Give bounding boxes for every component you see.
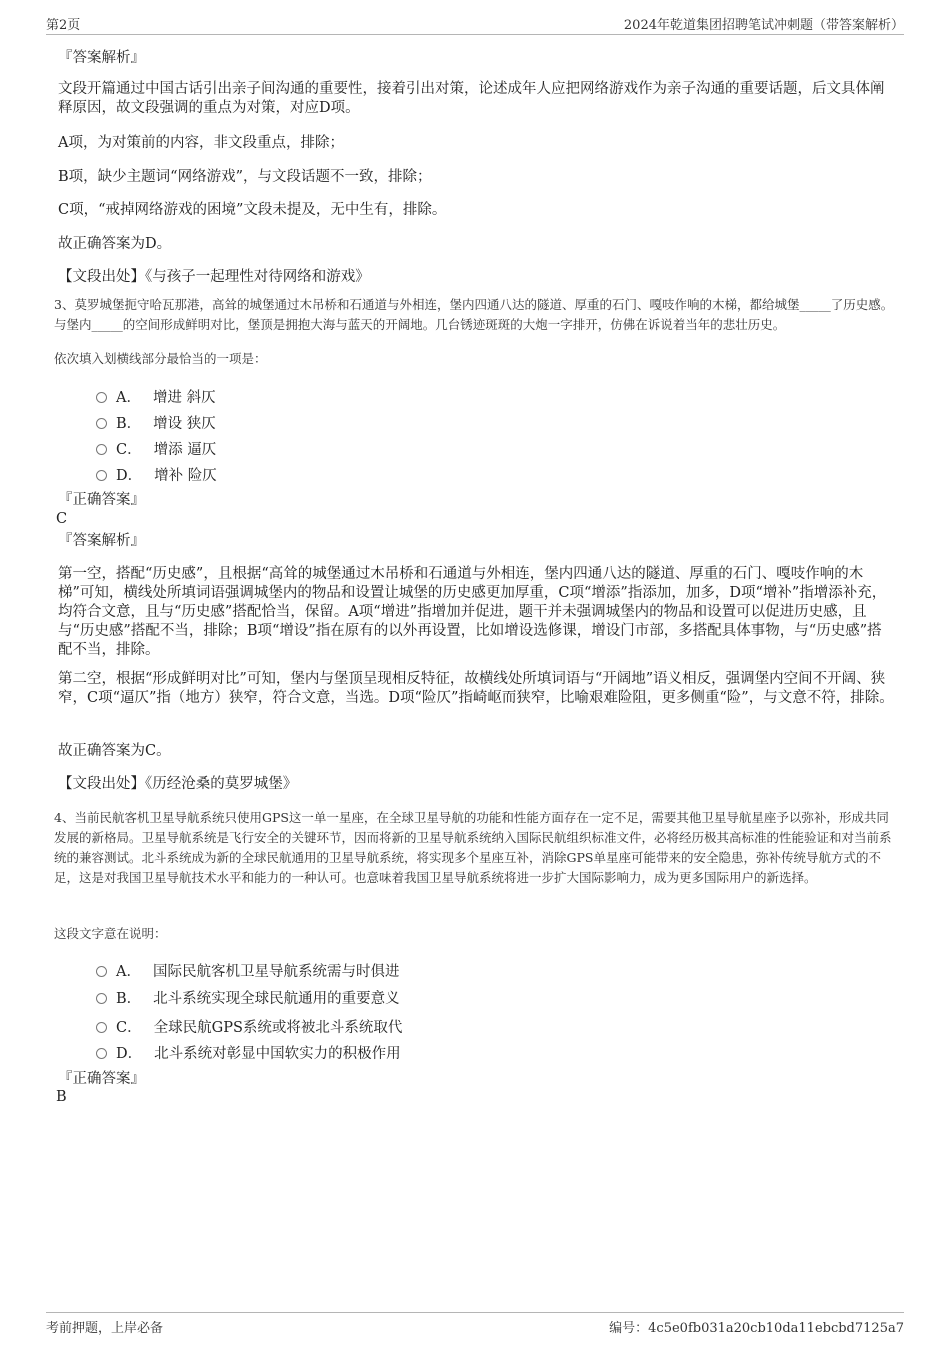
document-title: 2024年乾道集团招聘笔试冲刺题（带答案解析） [623, 18, 904, 33]
analysis-option-b: B项，缺少主题词“网络游戏”，与文段话题不一致，排除； [58, 169, 432, 185]
radio-icon[interactable] [96, 1022, 107, 1033]
radio-icon[interactable] [96, 966, 107, 977]
page-footer [46, 1312, 904, 1336]
analysis-option-a: A项，为对策前的内容，非文段重点，排除； [58, 135, 344, 151]
question-3-option-c[interactable]: C． 增添 逼仄 [96, 438, 216, 459]
radio-icon[interactable] [96, 993, 107, 1004]
analysis-option-c: C项，“戒掉网络游戏的困境”文段未提及，无中生有，排除。 [58, 202, 447, 218]
answer-conclusion: 故正确答案为D。 [58, 236, 172, 252]
footer-slogan: 考前押题，上岸必备 [46, 1321, 164, 1336]
correct-answer-label: 『正确答案』 [58, 1071, 145, 1087]
correct-answer: B [56, 1089, 67, 1105]
question-4-prompt: 这段文字意在说明： [54, 926, 167, 941]
radio-icon[interactable] [96, 470, 107, 481]
text-source: 【文段出处】《历经沧桑的莫罗城堡》 [58, 776, 298, 792]
correct-answer: C [56, 511, 68, 527]
question-4-stem: 4、当前民航客机卫星导航系统只使用GPS这一单一星座，在全球卫星导航的功能和性能方面存在一定不足，需要其他卫星导航星座予以弥补，形成共同发展的新格局。卫星导航系统是飞行安全的关键环节，因而将新的卫星导航系统纳入国际民航组织标准文件，必将经历极其高标准的性能验证和对当前系统的兼容测试。北斗系统成为新的全球民航通用的卫星导航系统，将实现多个星座互补，消除GPS单星座可能带来的安全隐患，弥补传统导航方式的不足，这是对我国卫星导航技术水平和能力的一种认可。也意味着我国卫星导航系统将进一步扩大国际影响力，成为更多国际用户的新选择。 [54, 810, 892, 885]
question-4-option-b[interactable]: B． 北斗系统实现全球民航通用的重要意义 [96, 987, 400, 1008]
radio-icon[interactable] [96, 1048, 107, 1059]
analysis-paragraph: 文段开篇通过中国古话引出亲子间沟通的重要性，接着引出对策，论述成年人应把网络游戏作为亲子沟通的重要话题，后文具体阐释原因，故文段强调的重点为对策，对应D项。 [58, 81, 885, 116]
text-source: 【文段出处】《与孩子一起理性对待网络和游戏》 [58, 269, 370, 285]
correct-answer-label: 『正确答案』 [58, 492, 145, 508]
question-4-option-c[interactable]: C． 全球民航GPS系统或将被北斗系统取代 [96, 1016, 402, 1037]
question-3-stem: 3、莫罗城堡扼守哈瓦那港，高耸的城堡通过木吊桥和石通道与外相连，堡内四通八达的隧道、厚重的石门、嘎吱作响的木梯，都给城堡_____了历史感。与堡内_____的空间形成鲜明对比，堡顶是拥抱大海与蓝天的开阔地。几台锈迹斑斑的大炮一字排开，仿佛在诉说着当年的悲壮历史。 [54, 297, 894, 332]
analysis-paragraph-2: 第二空，根据“形成鲜明对比”可知，堡内与堡顶呈现相反特征，故横线处所填词语与“开阔地”语义相反，强调堡内空间不开阔、狭窄，C项“逼仄”指（地方）狭窄，符合文意，当选。D项“险仄”指崎岖而狭窄，比喻艰难险阻，更多侧重“险”，与文意不符，排除。 [58, 671, 894, 706]
analysis-label: 『答案解析』 [58, 50, 145, 66]
document-code: 编号：4c5e0fb031a20cb10da11ebcbd7125a7 [609, 1321, 904, 1336]
question-3-option-a[interactable]: A． 增进 斜仄 [96, 386, 216, 407]
document-code-value: 4c5e0fb031a20cb10da11ebcbd7125a7 [648, 1321, 904, 1336]
question-4-option-a[interactable]: A． 国际民航客机卫星导航系统需与时俱进 [96, 960, 399, 981]
page-header [46, 14, 904, 35]
analysis-label: 『答案解析』 [58, 533, 145, 549]
analysis-paragraph-1: 第一空，搭配“历史感”，且根据“高耸的城堡通过木吊桥和石通道与外相连，堡内四通八达的隧道、厚重的石门、嘎吱作响的木梯”可知，横线处所填词语强调城堡内的物品和设置让城堡的历史感更加厚重，C项“增添”指添加，加多，D项“增补”指增添补充，均符合文意，且与“历史感”搭配恰当，保留。A项“增进”指增加并促进，题干并未强调城堡内的物品和设置可以促进历史感，且与“历史感”搭配不当，排除；B项“增设”指在原有的以外再设置，比如增设选修课，增设门市部，多搭配具体事物，与“历史感”搭配不当，排除。 [58, 566, 887, 658]
question-3-option-d[interactable]: D． 增补 险仄 [96, 464, 217, 485]
question-3-prompt: 依次填入划横线部分最恰当的一项是： [54, 351, 267, 366]
answer-conclusion: 故正确答案为C。 [58, 743, 171, 759]
radio-icon[interactable] [96, 418, 107, 429]
radio-icon[interactable] [96, 392, 107, 403]
radio-icon[interactable] [96, 444, 107, 455]
question-3-option-b[interactable]: B． 增设 狭仄 [96, 412, 216, 433]
question-4-option-d[interactable]: D． 北斗系统对彰显中国软实力的积极作用 [96, 1042, 401, 1063]
page-number: 第2页 [46, 18, 81, 33]
